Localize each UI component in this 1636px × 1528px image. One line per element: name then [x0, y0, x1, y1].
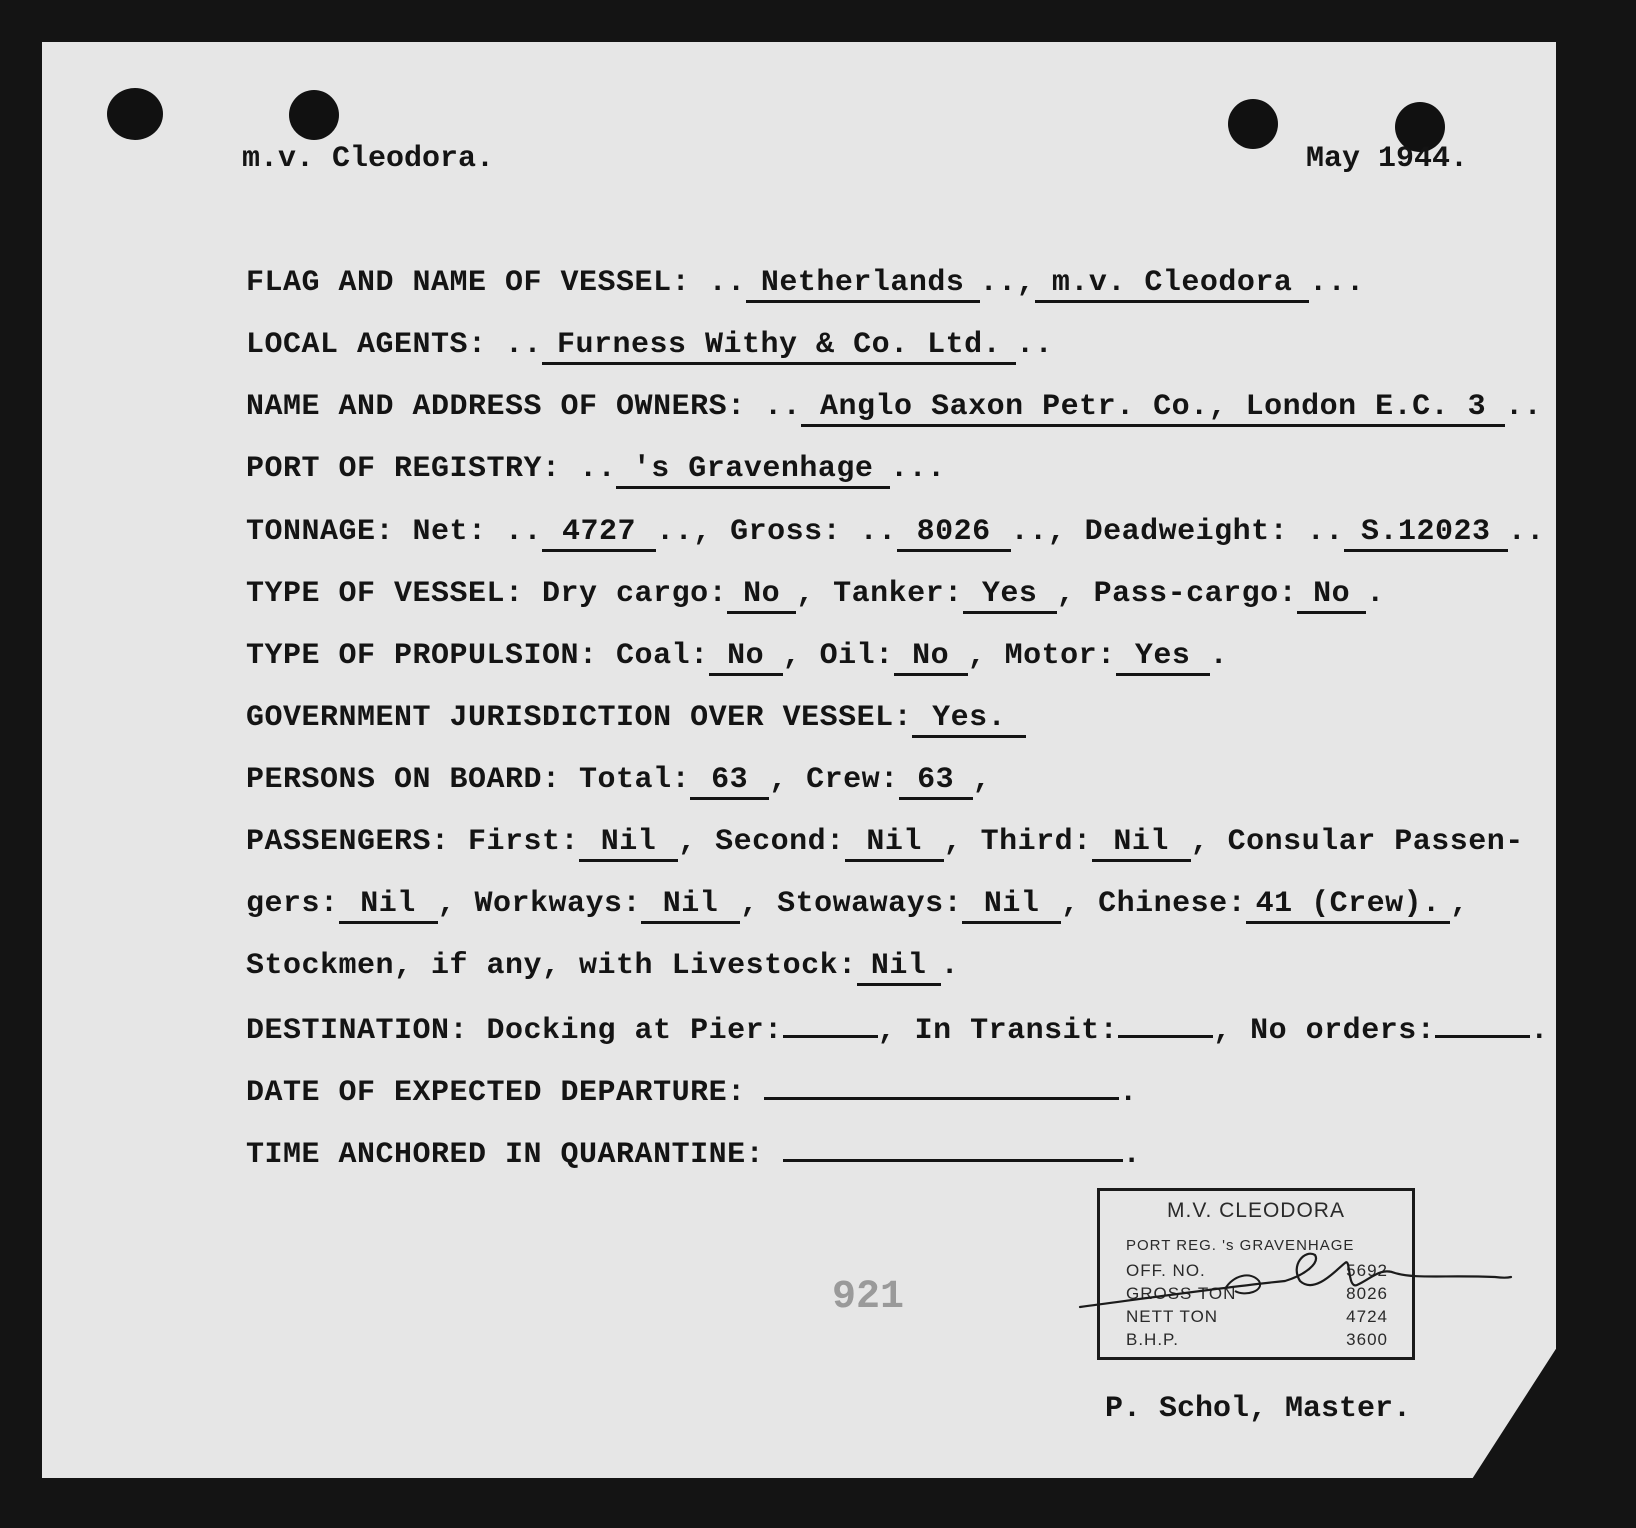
punch-hole [107, 88, 163, 140]
stamp-bhp [1126, 1330, 1388, 1350]
stamp-port-text: PORT REG. 's GRAVENHAGE [1126, 1237, 1355, 1254]
field-label: TIME ANCHORED IN QUARANTINE: [246, 1138, 765, 1172]
tonnage-net-value: 4727 [542, 516, 656, 552]
vessel-name-value: m.v. Cleodora [1035, 267, 1309, 303]
quarantine-row: TIME ANCHORED IN QUARANTINE: . [246, 1135, 1141, 1172]
local-agents-value: Furness Withy & Co. Ltd. [542, 329, 1016, 365]
field-label: TYPE OF PROPULSION: Coal: [246, 639, 709, 673]
owners-value: Anglo Saxon Petr. Co., London E.C. 3 [801, 391, 1505, 427]
document-date: May 1944. [1306, 142, 1469, 176]
third-class-value: Nil [1092, 826, 1191, 862]
field-label: No orders: [1250, 1014, 1436, 1048]
flag-and-name-row: FLAG AND NAME OF VESSEL: .. Netherlands .., m.v. Cleodora ... [246, 266, 1365, 303]
consular-value: Nil [339, 888, 438, 924]
field-label: Tanker: [833, 577, 963, 611]
stamp-title: M.V. CLEODORA [1167, 1199, 1345, 1222]
field-label: Third: [980, 825, 1092, 859]
port-of-registry-row: PORT OF REGISTRY: .. 's Gravenhage ... [246, 452, 946, 489]
departure-row: DATE OF EXPECTED DEPARTURE: . [246, 1073, 1138, 1110]
stamp-label: B.H.P. [1126, 1330, 1179, 1349]
chinese-value: 41 (Crew). [1246, 888, 1450, 924]
port-of-registry-value: 's Gravenhage [616, 453, 890, 489]
master-signature-line: P. Schol, Master. [1105, 1392, 1412, 1426]
document-number: 921 [832, 1275, 905, 1320]
punch-hole [1228, 99, 1278, 149]
field-label: Motor: [1004, 639, 1116, 673]
vessel-heading: m.v. Cleodora. [242, 142, 495, 176]
jurisdiction-value: Yes. [912, 702, 1026, 738]
field-label: Pass-cargo: [1093, 577, 1298, 611]
field-label: Crew: [806, 763, 899, 797]
field-label: TONNAGE: Net: [246, 515, 487, 549]
departure-blank [764, 1073, 1119, 1100]
passengers-row: PASSENGERS: First: Nil , Second: Nil , Third: Nil , Consular Passen- [246, 825, 1524, 862]
owners-row: NAME AND ADDRESS OF OWNERS: .. Anglo Saxon Petr. Co., London E.C. 3 .. [246, 390, 1542, 427]
handwritten-signature [1075, 1245, 1525, 1315]
field-label: NAME AND ADDRESS OF OWNERS: [246, 390, 746, 424]
field-label: PASSENGERS: First: [246, 825, 580, 859]
field-label: GOVERNMENT JURISDICTION OVER VESSEL: [246, 701, 913, 735]
orders-blank [1435, 1011, 1530, 1038]
transit-blank [1118, 1011, 1213, 1038]
field-label: LOCAL AGENTS: [246, 328, 487, 362]
propulsion-row: TYPE OF PROPULSION: Coal: No , Oil: No , Motor: Yes . [246, 639, 1228, 676]
field-label: gers: [246, 887, 339, 921]
stamp-value: 4724 [1346, 1307, 1388, 1326]
field-label: Stockmen, if any, with Livestock: [246, 949, 857, 983]
workways-value: Nil [641, 888, 740, 924]
tonnage-row: TONNAGE: Net: .. 4727 .., Gross: .. 8026 .., Deadweight: .. S.12023 .. [246, 515, 1545, 552]
crew-value: 63 [899, 764, 973, 800]
vessel-type-row: TYPE OF VESSEL: Dry cargo: No , Tanker: Yes , Pass-cargo: No . [246, 577, 1385, 614]
field-label: DESTINATION: Docking at Pier: [246, 1014, 783, 1048]
field-label: PERSONS ON BOARD: Total: [246, 763, 691, 797]
punch-hole [289, 90, 339, 140]
field-label: Consular Passen- [1227, 825, 1524, 859]
second-class-value: Nil [845, 826, 944, 862]
stockmen-value: Nil [857, 950, 941, 986]
oil-value: No [894, 640, 968, 676]
motor-value: Yes [1116, 640, 1210, 676]
field-label: Gross: [730, 515, 842, 549]
first-class-value: Nil [579, 826, 678, 862]
stamp-value: 3600 [1346, 1330, 1388, 1349]
persons-on-board-row: PERSONS ON BOARD: Total: 63 , Crew: 63 , [246, 763, 991, 800]
field-label: Second: [715, 825, 845, 859]
stockmen-row: Stockmen, if any, with Livestock: Nil . [246, 949, 959, 986]
field-label: Workways: [474, 887, 642, 921]
tonnage-gross-value: 8026 [897, 516, 1011, 552]
stamp-value: 5692 [1346, 1261, 1388, 1280]
jurisdiction-row [246, 701, 1026, 738]
stamp-label: GROSS TON [1126, 1284, 1237, 1303]
flag-value: Netherlands [746, 267, 980, 303]
field-label: DATE OF EXPECTED DEPARTURE: [246, 1076, 746, 1110]
stamp-label: NETT TON [1126, 1307, 1219, 1326]
quarantine-blank [783, 1135, 1123, 1162]
field-label: TYPE OF VESSEL: Dry cargo: [246, 577, 728, 611]
stamp-value: 8026 [1346, 1284, 1388, 1303]
pass-cargo-value: No [1297, 578, 1366, 614]
field-label: Stowaways: [777, 887, 963, 921]
field-label: FLAG AND NAME OF VESSEL: [246, 266, 691, 300]
coal-value: No [709, 640, 783, 676]
stowaways-value: Nil [962, 888, 1061, 924]
stamp-label: OFF. NO. [1126, 1261, 1206, 1280]
destination-row: DESTINATION: Docking at Pier: , In Transit: , No orders: . [246, 1011, 1549, 1048]
field-label: Chinese: [1098, 887, 1247, 921]
docking-blank [783, 1011, 878, 1038]
total-value: 63 [690, 764, 769, 800]
field-label: Deadweight: [1084, 515, 1289, 549]
field-label: PORT OF REGISTRY: [246, 452, 561, 486]
tonnage-deadweight-value: S.12023 [1344, 516, 1508, 552]
dry-cargo-value: No [727, 578, 796, 614]
passengers-continued-row: gers: Nil , Workways: Nil , Stowaways: Nil , Chinese: 41 (Crew). , [246, 887, 1469, 924]
field-label: Oil: [819, 639, 894, 673]
local-agents-row: LOCAL AGENTS: .. Furness Withy & Co. Ltd. .. [246, 328, 1053, 365]
field-label: In Transit: [914, 1014, 1119, 1048]
tanker-value: Yes [963, 578, 1057, 614]
